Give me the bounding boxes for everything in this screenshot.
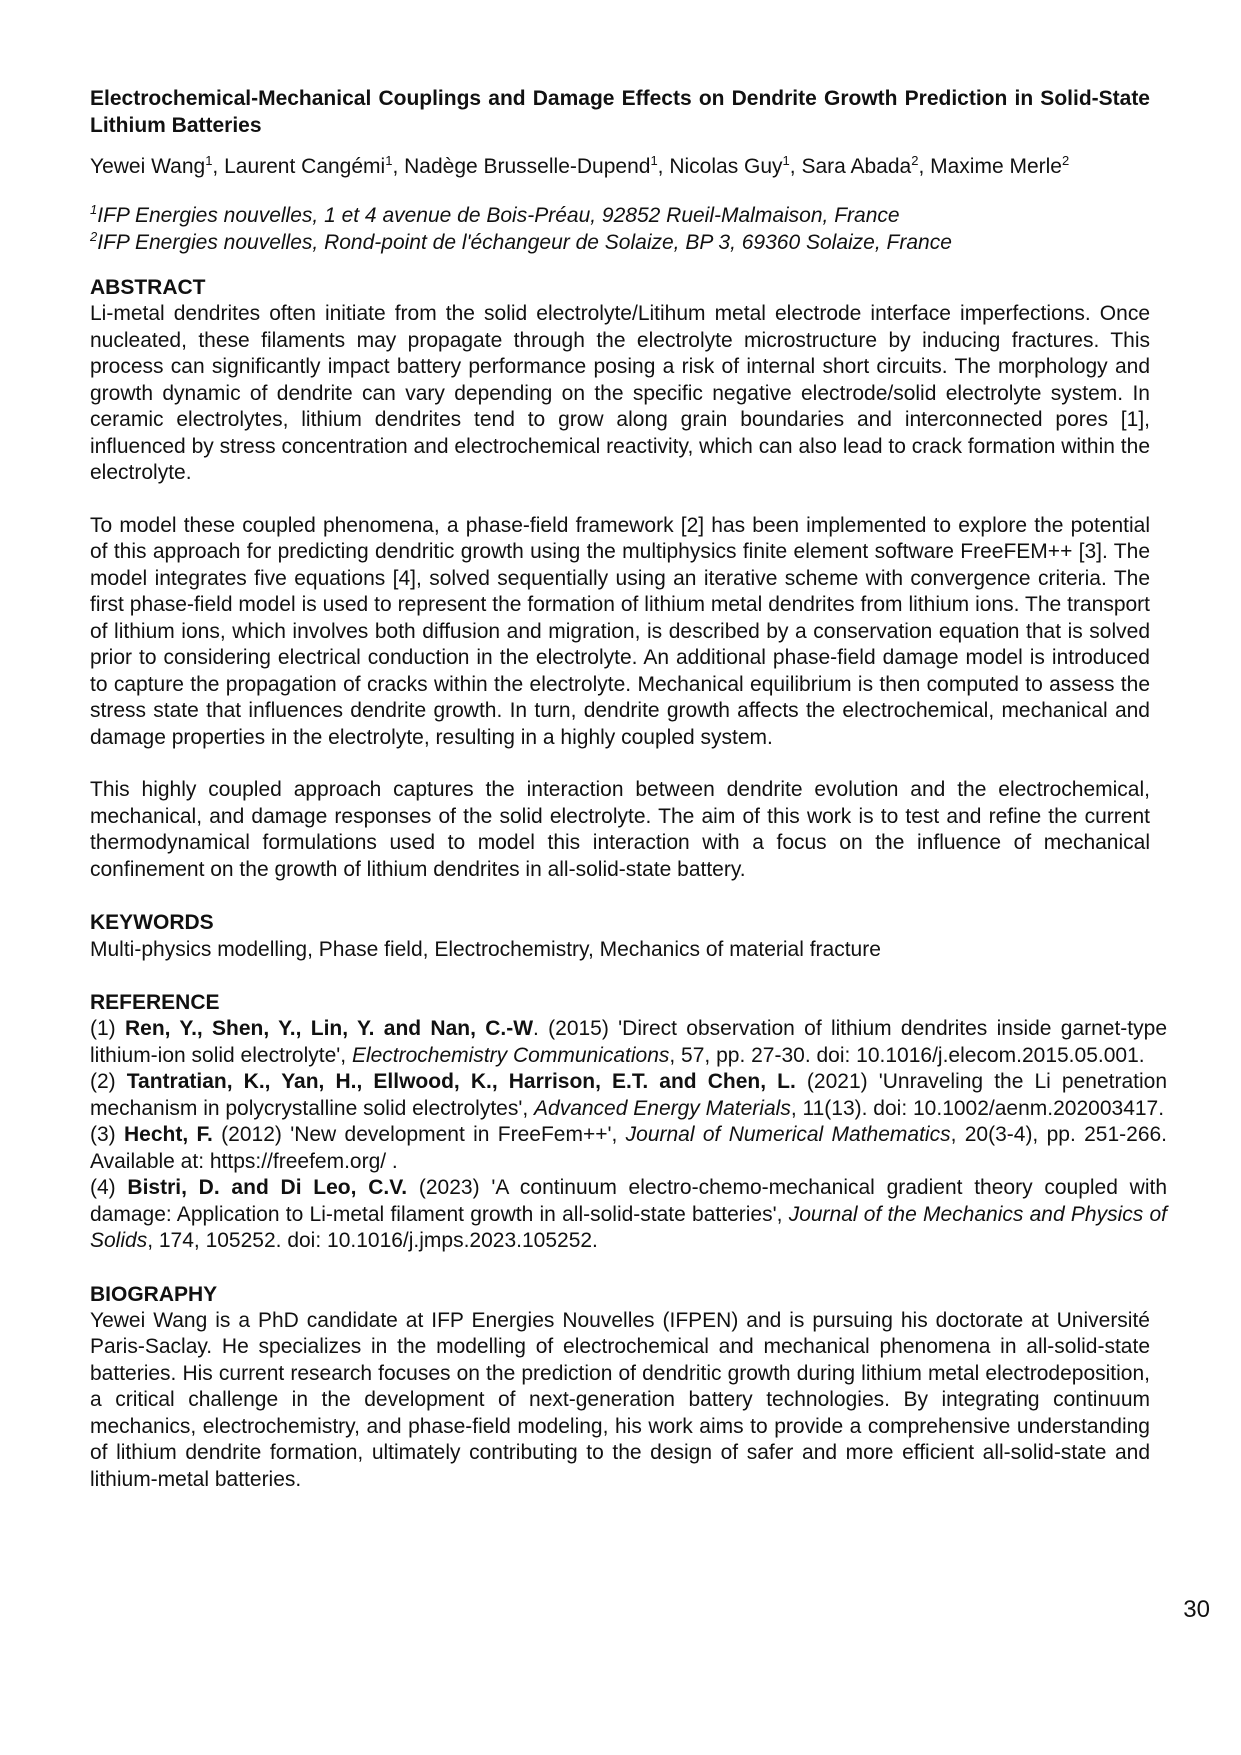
paper-page [90,85,1168,1493]
abstract-paragraph: Li-metal dendrites often initiate from the solid electrolyte/Litihum metal electrode interface imperfections. Once nucleated, these filaments may propagate through the electrolyte microstructure by inducing fractures. This process can significantly impact battery performance posing a risk of internal short circuits. The morphology and growth dynamic of dendrite can vary depending on the specific negative electrode/solid electrolyte system. In ceramic electrolytes, lithium dendrites tend to grow along grain boundaries and interconnected pores [1], influenced by stress concentration and electrochemical reactivity, which can also lead to crack formation within the electrolyte. [90,302,1150,484]
reference-list [90,1016,1168,1255]
author: Sara Abada$^2$, [801,153,931,178]
biography-heading: BIOGRAPHY [90,1282,218,1306]
biography-text: Yewei Wang is a PhD candidate at IFP Energies Nouvelles (IFPEN) and is pursuing his doctorate at Université Paris-Saclay. He specializes in the modelling of electrochemical and mechanical phenomena in all-solid-state batteries. His current research focuses on the prediction of dendritic growth during lithium metal electrodeposition, a critical challenge in the development of next-generation battery technologies. By integrating continuum mechanics, electrochemistry, and phase-field modeling, his work aims to provide a comprehensive understanding of lithium dendrite formation, ultimately contributing to the design of safer and more efficient all-solid-state and lithium-metal batteries. [90,1308,1150,1491]
author: Maxime Merle$^2$ [930,153,1070,178]
author: Yewei Wang$^1$, [90,153,225,178]
author: Nadège Brusselle-Dupend$^1$, [404,153,670,178]
page-number: 30 [1183,1596,1210,1623]
affiliation: $^1$IFP Energies nouvelles, 1 et 4 avenue de Bois-Préau, 92852 Rueil-Malmaison, France [90,202,900,227]
reference-item: (3) Hecht, F. (2012) 'New development in FreeFem++', Journal of Numerical Mathematics, 20(3-4), pp. 251-266. Available at: https://freefem.org/ . [90,1123,1168,1173]
affiliations [90,202,1150,256]
affiliation: $^2$IFP Energies nouvelles, Rond-point de l'échangeur de Solaize, BP 3, 69360 Solaize, France [90,229,952,254]
keywords-text: Multi-physics modelling, Phase field, Electrochemistry, Mechanics of material fracture [90,938,881,961]
author: Laurent Cangémi$^1$, [224,153,405,178]
author-list [90,153,1150,180]
abstract-heading: ABSTRACT [90,276,206,299]
abstract-paragraph: To model these coupled phenomena, a phase-field framework [2] has been implemented to explore the potential of this approach for predicting dendritic growth using the multiphysics finite element software FreeFEM++ [3]. The model integrates five equations [4], solved sequentially using an iterative scheme with convergence criteria. The first phase-field model is used to represent the formation of lithium metal dendrites from lithium ions. The transport of lithium ions, which involves both diffusion and migration, is described by a conservation equation that is solved prior to considering electrical conduction in the electrolyte. An additional phase-field damage model is introduced to capture the propagation of cracks within the electrolyte. Mechanical equilibrium is then computed to assess the stress state that influences dendrite growth. In turn, dendrite growth affects the electrochemical, mechanical and damage properties in the electrolyte, resulting in a highly coupled system. [90,513,1150,749]
reference-item: (4) Bistri, D. and Di Leo, C.V. (2023) 'A continuum electro-chemo-mechanical gradient theory coupled with damage: Application to Li-metal filament growth in all-solid-state batteries', Journal of the Mechanics and Physics of Solids, 174, 105252. doi: 10.1016/j.jmps.2023.105252. [90,1176,1167,1252]
abstract-paragraph: This highly coupled approach captures the interaction between dendrite evolution and the electrochemical, mechanical, and damage responses of the solid electrolyte. The aim of this work is to test and refine the current thermodynamical formulations used to model this interaction with a focus on the influence of mechanical confinement on the growth of lithium dendrites in all-solid-state battery. [90,778,1150,881]
reference-item: (2) Tantratian, K., Yan, H., Ellwood, K., Harrison, E.T. and Chen, L. (2021) 'Unraveling the Li penetration mechanism in polycrystalline solid electrolytes', Advanced Energy Materials, 11(13). doi: 10.1002/aenm.202003417. [90,1070,1168,1120]
reference-item: (1) Ren, Y., Shen, Y., Lin, Y. and Nan, C.-W. (2015) 'Direct observation of lithium dendrites inside garnet-type lithium-ion solid electrolyte', Electrochemistry Communications, 57, pp. 27-30. doi: 10.1016/j.elecom.2015.05.001. [90,1017,1167,1067]
author: Nicolas Guy$^1$, [669,153,802,178]
paper-title: Electrochemical-Mechanical Couplings and Damage Effects on Dendrite Growth Prediction in Solid-State Lithium Batteries [90,87,1150,137]
reference-heading: REFERENCE [90,991,220,1014]
keywords-heading: KEYWORDS [90,911,214,934]
